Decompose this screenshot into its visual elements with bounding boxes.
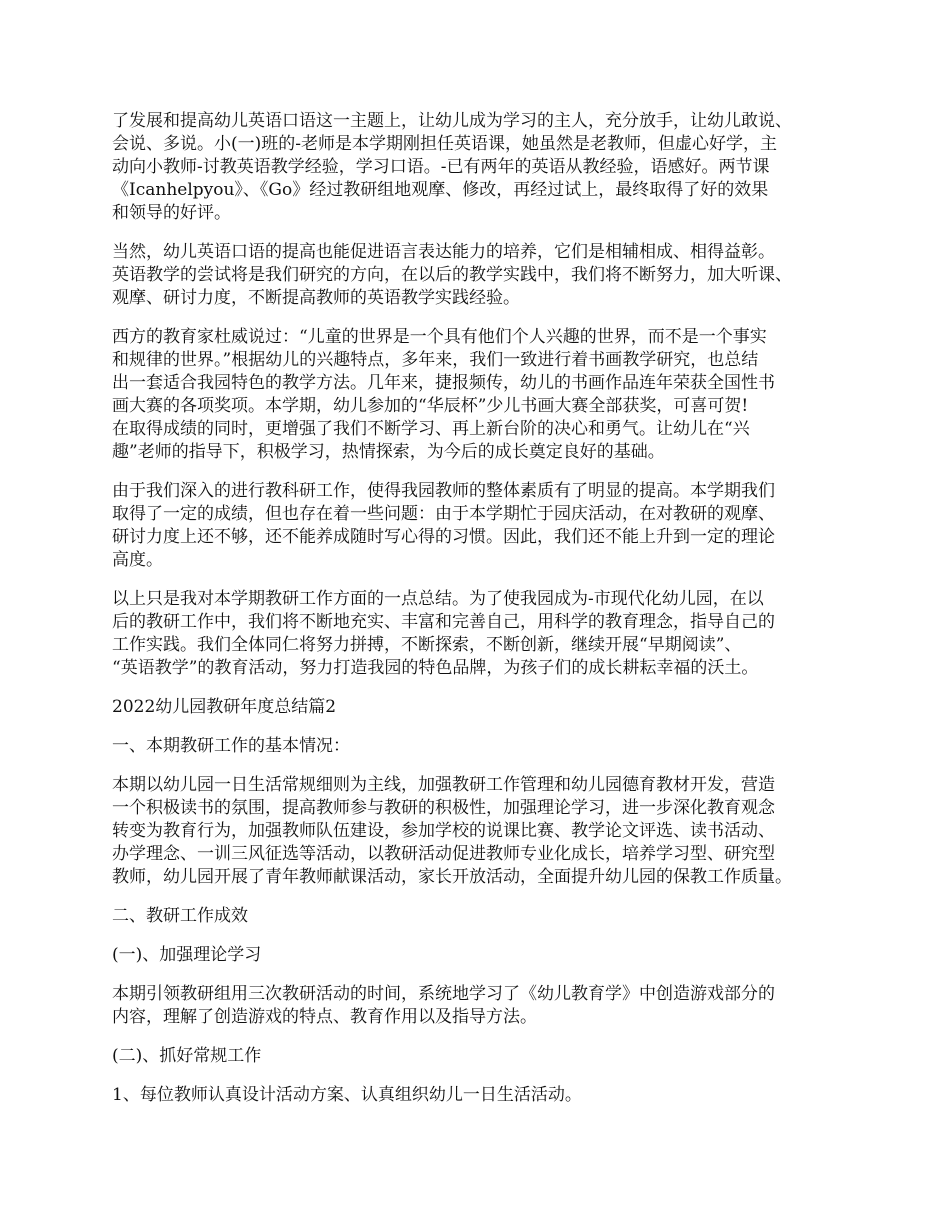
paragraph-term-overview bbox=[112, 774, 854, 889]
paragraph-routine-item-1 bbox=[112, 1084, 854, 1107]
subheading-routine-work bbox=[112, 1045, 854, 1068]
subheading-theory-study bbox=[112, 944, 854, 967]
text-line: 1、每位教师认真设计活动方案、认真组织幼儿一日生活活动。 bbox=[112, 1085, 582, 1105]
text-line: 和规律的世界。”根据幼儿的兴趣特点，多年来，我们一致进行着书画教学研究，也总结 bbox=[112, 350, 759, 370]
text-line: 内容，理解了创造游戏的特点、教育作用以及指导方法。 bbox=[112, 1007, 537, 1027]
text-line: 《Icanhelpyou》、《Go》经过教研组地观摩、修改，再经过试上，最终取得了好的效果 bbox=[112, 180, 769, 200]
text-line: 和领导的好评。 bbox=[112, 203, 231, 223]
text-line: 在取得成绩的同时，更增强了我们不断学习、再上新台阶的决心和勇气。让幼儿在“兴 bbox=[112, 419, 750, 439]
paragraph-english-oral bbox=[112, 110, 854, 225]
text-line: 高度。 bbox=[112, 550, 163, 570]
text-line: 办学理念、一训三风征选等活动，以教研活动促进教师专业化成长，培养学习型、研究型 bbox=[112, 844, 775, 864]
paragraph-theory-study bbox=[112, 983, 854, 1029]
text-line: 教师，幼儿园开展了青年教师献课活动，家长开放活动，全面提升幼儿园的保教工作质量。 bbox=[112, 867, 792, 887]
paragraph-dewey-quote bbox=[112, 326, 854, 464]
subheading-research-effects bbox=[112, 905, 854, 928]
text-line: 一、本期教研工作的基本情况： bbox=[112, 736, 350, 756]
text-line: “英语教学”的教育活动，努力打造我园的特色品牌，为孩子们的成长耕耘幸福的沃土。 bbox=[112, 658, 759, 678]
text-line: 2022幼儿园教研年度总结篇2 bbox=[112, 697, 337, 717]
text-line: 二、教研工作成效 bbox=[112, 906, 248, 926]
text-line: 本期引领教研组用三次教研活动的时间，系统地学习了《幼儿教育学》中创造游戏部分的 bbox=[112, 984, 775, 1004]
text-line: 会说、多说。小(一)班的-老师是本学期刚担任英语课，她虽然是老教师，但虚心好学，主 bbox=[112, 134, 778, 154]
text-line: 研讨力度上还不够，还不能养成随时写心得的习惯。因此，我们还不能上升到一定的理论 bbox=[112, 527, 775, 547]
text-line: 当然，幼儿英语口语的提高也能促进语言表达能力的培养，它们是相辅相成、相得益彰。 bbox=[112, 242, 775, 262]
text-line: 后的教研工作中，我们将不断地充实、丰富和完善自己，用科学的教育理念，指导自己的 bbox=[112, 612, 775, 632]
text-line: 转变为教育行为，加强教师队伍建设，参加学校的说课比赛、教学论文评选、读书活动、 bbox=[112, 821, 775, 841]
text-line: (二)、抓好常规工作 bbox=[112, 1046, 262, 1066]
text-line: 由于我们深入的进行教科研工作，使得我园教师的整体素质有了明显的提高。本学期我们 bbox=[112, 481, 775, 501]
text-line: 出一套适合我园特色的教学方法。几年来，捷报频传，幼儿的书画作品连年荣获全国性书 bbox=[112, 373, 775, 393]
text-line: 以上只是我对本学期教研工作方面的一点总结。为了使我园成为-市现代化幼儿园，在以 bbox=[112, 589, 764, 609]
text-line: 一个积极读书的氛围，提高教师参与教研的积极性，加强理论学习，进一步深化教育观念 bbox=[112, 798, 775, 818]
text-line: 了发展和提高幼儿英语口语这一主题上，让幼儿成为学习的主人，充分放手，让幼儿敢说、 bbox=[112, 111, 792, 131]
paragraph-language-expression bbox=[112, 241, 854, 310]
text-line: 趣”老师的指导下，积极学习，热情探索，为今后的成长奠定良好的基础。 bbox=[112, 442, 665, 462]
section-heading-part-2 bbox=[112, 696, 854, 719]
text-line: 观摩、研讨力度，不断提高教师的英语教学实践经验。 bbox=[112, 288, 520, 308]
text-line: 本期以幼儿园一日生活常规细则为主线，加强教研工作管理和幼儿园德育教材开发，营造 bbox=[112, 775, 775, 795]
text-line: 英语教学的尝试将是我们研究的方向，在以后的教学实践中，我们将不断努力，加大听课、 bbox=[112, 265, 792, 285]
text-line: 西方的教育家杜威说过：“儿童的世界是一个具有他们个人兴趣的世界，而不是一个事实 bbox=[112, 327, 767, 347]
subheading-basic-situation bbox=[112, 735, 854, 758]
text-line: 动向小教师-讨教英语教学经验，学习口语。-已有两年的英语从教经验，语感好。两节课 bbox=[112, 157, 770, 177]
paragraph-research-results bbox=[112, 480, 854, 572]
paragraph-summary-conclusion bbox=[112, 588, 854, 680]
text-line: 取得了一定的成绩，但也存在着一些问题：由于本学期忙于园庆活动，在对教研的观摩、 bbox=[112, 504, 775, 524]
text-line: (一)、加强理论学习 bbox=[112, 945, 262, 965]
text-line: 工作实践。我们全体同仁将努力拼搏，不断探索，不断创新，继续开展“早期阅读”、 bbox=[112, 635, 742, 655]
document-page bbox=[112, 110, 854, 1123]
text-line: 画大赛的各项奖项。本学期，幼儿参加的“华辰杯”少儿书画大赛全部获奖，可喜可贺! bbox=[112, 396, 749, 416]
